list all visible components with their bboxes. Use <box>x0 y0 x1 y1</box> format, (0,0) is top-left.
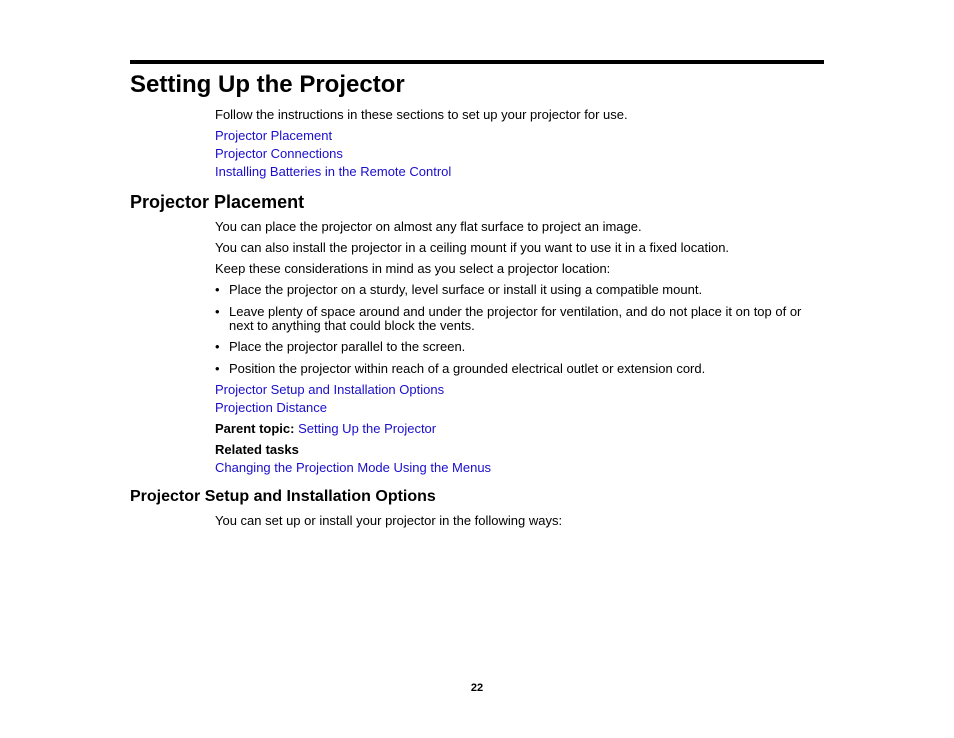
list-item <box>215 340 815 354</box>
bullet-text: Place the projector on a sturdy, level surface or install it using a compatible mount. <box>229 282 703 297</box>
related-tasks-label: Related tasks <box>215 442 299 457</box>
section-heading-placement: Projector Placement <box>130 192 305 212</box>
link-projector-placement[interactable]: Projector Placement <box>215 128 333 143</box>
page-title: Setting Up the Projector <box>130 71 405 98</box>
bullet-text: Position the projector within reach of a grounded electrical outlet or extension cord. <box>229 361 706 376</box>
bullet-icon: • <box>215 339 220 354</box>
placement-paragraph: Keep these considerations in mind as you select a projector location: <box>215 261 611 276</box>
section-heading-setup-options: Projector Setup and Installation Options <box>130 488 436 505</box>
list-item <box>215 283 815 297</box>
list-item <box>215 305 815 333</box>
link-changing-projection-mode[interactable]: Changing the Projection Mode Using the Menus <box>215 460 492 475</box>
intro-text: Follow the instructions in these sections to set up your projector for use. <box>215 107 628 122</box>
parent-topic-label: Parent topic: <box>215 421 295 436</box>
placement-paragraph: You can also install the projector in a ceiling mount if you want to use it in a fixed location. <box>215 240 730 255</box>
top-rule <box>130 60 824 64</box>
link-projector-connections[interactable]: Projector Connections <box>215 146 343 161</box>
bullet-icon: • <box>215 304 220 319</box>
bullet-text: Leave plenty of space around and under the projector for ventilation, and do not place it on top of or next to anything that could block the vents. <box>229 304 802 333</box>
link-installing-batteries[interactable]: Installing Batteries in the Remote Control <box>215 164 452 179</box>
parent-topic <box>215 421 436 436</box>
link-projection-distance[interactable]: Projection Distance <box>215 400 327 415</box>
placement-paragraph: You can place the projector on almost any flat surface to project an image. <box>215 219 642 234</box>
link-parent-topic[interactable]: Setting Up the Projector <box>298 421 437 436</box>
bullet-icon: • <box>215 361 220 376</box>
link-setup-installation-options[interactable]: Projector Setup and Installation Options <box>215 382 445 397</box>
page-number: 22 <box>470 682 484 694</box>
list-item <box>215 362 815 376</box>
bullet-text: Place the projector parallel to the screen. <box>229 339 466 354</box>
bullet-icon: • <box>215 282 220 297</box>
setup-options-intro: You can set up or install your projector in the following ways: <box>215 513 563 528</box>
